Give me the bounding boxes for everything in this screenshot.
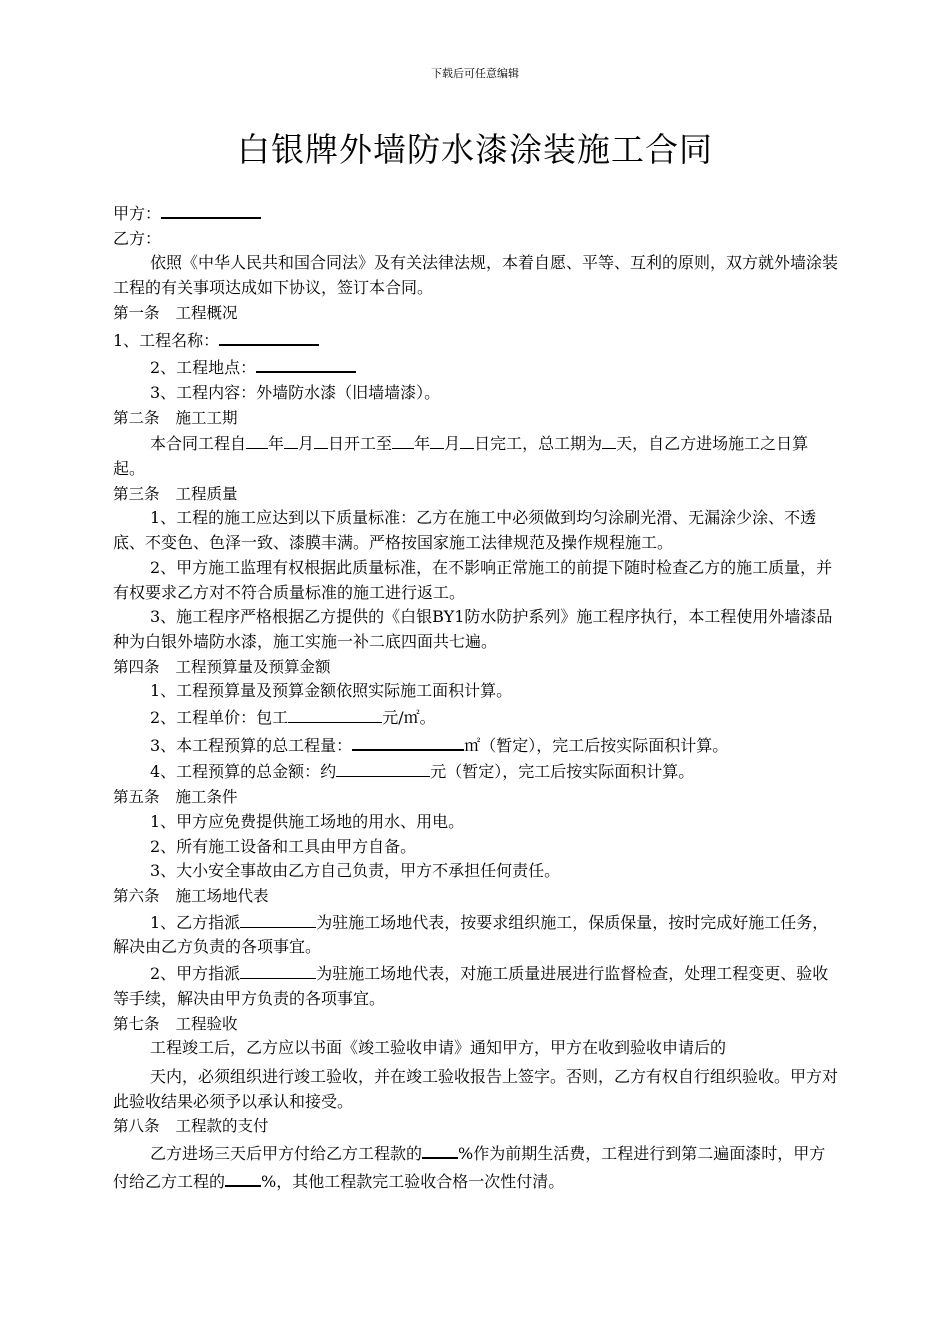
end-year-blank[interactable] [392, 430, 414, 449]
unit-price-label: 2、工程单价：包工 [150, 708, 289, 728]
schedule-text-2: 年 [268, 434, 285, 454]
article-3-title: 工程质量 [175, 484, 238, 503]
party-a-rep-label: 2、甲方指派 [150, 964, 241, 984]
project-location-label: 2、工程地点： [150, 358, 257, 378]
article-5-heading [113, 785, 840, 810]
start-year-blank[interactable] [246, 430, 268, 449]
advance-percent-blank[interactable] [422, 1139, 458, 1159]
article-2-number: 第二条 [113, 408, 160, 427]
article-4-number: 第四条 [113, 657, 160, 676]
total-amount-blank[interactable] [336, 758, 430, 777]
article-1-title: 工程概况 [175, 303, 238, 322]
article-2-heading [113, 406, 840, 431]
project-location-blank[interactable] [256, 353, 356, 373]
party-a-blank[interactable] [161, 199, 261, 219]
party-b-rep-blank[interactable] [240, 909, 316, 928]
article-5-item-3: 3、大小安全事故由乙方自己负责，甲方不承担任何责任。 [150, 861, 561, 881]
party-a-line [113, 199, 840, 227]
total-amount-unit: 元（暂定），完工后按实际面积计算。 [430, 762, 695, 782]
total-quantity-label: 3、本工程预算的总工程量： [150, 735, 353, 755]
article-3-heading [113, 482, 840, 507]
schedule-text-8: 天，自乙方进场施工之日算起。 [113, 434, 809, 479]
article-5-number: 第五条 [113, 788, 160, 807]
schedule-text-3: 月 [298, 434, 315, 454]
article-4-heading [113, 655, 840, 680]
total-quantity-unit: ㎡（暂定），完工后按实际面积计算。 [464, 735, 729, 755]
article-4-item-2 [113, 704, 840, 731]
article-7-paragraph-2: 天内，必须组织进行竣工验收，并在竣工验收报告上签字。否则，乙方有权自行组织验收。甲方对此验收结果必须予以承认和接受。 [113, 1066, 839, 1111]
article-8-number: 第八条 [113, 1117, 160, 1136]
intro-paragraph: 依照《中华人民共和国合同法》及有关法律法规，本着自愿、平等、互利的原则，双方就外墙涂装工程的有关事项达成如下协议，签订本合同。 [113, 253, 839, 298]
article-1-item-1 [113, 326, 840, 354]
project-name-blank[interactable] [219, 326, 319, 346]
end-day-blank[interactable] [460, 430, 474, 449]
party-b-rep-label: 1、乙方指派 [150, 912, 241, 932]
end-month-blank[interactable] [430, 430, 444, 449]
article-8-title: 工程款的支付 [175, 1117, 269, 1136]
header-note: 下载后可任意编辑 [431, 67, 519, 80]
article-7-paragraph-1: 工程竣工后，乙方应以书面《竣工验收申请》通知甲方，甲方在收到验收申请后的 [150, 1038, 727, 1058]
contract-body [113, 199, 840, 1194]
schedule-text-6: 月 [444, 434, 461, 454]
total-quantity-blank[interactable] [352, 731, 464, 751]
article-6-title: 施工场地代表 [175, 886, 269, 905]
unit-price-blank[interactable] [288, 704, 382, 723]
party-a-rep-text: 为驻施工场地代表，对施工质量进展进行监督检查，处理工程变更、验收等手续，解决由甲方负责的各项事宜。 [113, 964, 829, 1008]
party-b-rep-text: 为驻施工场地代表，按要求组织施工，保质保量，按时完成好施工任务，解决由乙方负责的各项事宜。 [113, 912, 829, 957]
article-8-heading [113, 1114, 840, 1139]
article-1-heading [113, 301, 840, 326]
article-7-heading [113, 1012, 840, 1037]
total-amount-label: 4、工程预算的总金额：约 [150, 762, 337, 782]
article-7-title: 工程验收 [175, 1014, 238, 1033]
schedule-text-7: 日完工，总工期为 [474, 434, 603, 454]
article-4-item-4 [113, 758, 840, 785]
payment-text-1: 乙方进场三天后甲方付给乙方工程款的 [150, 1144, 423, 1164]
schedule-text-1: 本合同工程自 [150, 434, 247, 454]
article-6-number: 第六条 [113, 886, 160, 905]
article-3-paragraph-2: 2、甲方施工监理有权根据此质量标准，在不影响正常施工的前提下随时检查乙方的施工质量，并有权要求乙方对不符合质量标准的施工进行返工。 [113, 557, 833, 602]
article-1-item-2 [113, 353, 840, 381]
total-days-blank[interactable] [602, 430, 616, 449]
payment-text-3: %，其他工程款完工验收合格一次性付清。 [261, 1171, 565, 1191]
article-8-paragraph [113, 1139, 840, 1194]
party-a-label: 甲方： [113, 204, 162, 223]
article-3-number: 第三条 [113, 484, 160, 503]
article-6-item-2 [113, 960, 840, 1011]
article-7-number: 第七条 [113, 1014, 160, 1033]
article-3-paragraph-1: 1、工程的施工应达到以下质量标准：乙方在施工中必须做到均匀涂刷光滑、无漏涂少涂、不透底、不变色、色泽一致、漆膜丰满。严格按国家施工法律规范及操作规程施工。 [113, 508, 817, 553]
party-b-line [113, 227, 840, 252]
party-b-label: 乙方： [113, 228, 162, 248]
article-3-paragraph-3: 3、施工程序严格根据乙方提供的《白银BY1防水防护系列》施工程序执行，本工程使用外墙漆品种为白银外墙防水漆，施工实施一补二底四面共七遍。 [113, 607, 833, 651]
payment-text-2: %作为前期生活费，工程进行到第二遍面漆时，甲方付给乙方工程的 [113, 1144, 826, 1191]
article-1-number: 第一条 [113, 303, 160, 322]
party-a-rep-blank[interactable] [240, 960, 316, 979]
article-6-heading [113, 884, 840, 909]
article-5-item-2: 2、所有施工设备和工具由甲方自备。 [150, 836, 417, 856]
article-1-item-3: 3、工程内容：外墙防水漆（旧墙墙漆）。 [150, 382, 441, 402]
article-6-item-1 [113, 909, 840, 960]
article-4-title: 工程预算量及预算金额 [175, 657, 331, 676]
schedule-text-5: 年 [414, 434, 431, 454]
start-day-blank[interactable] [314, 430, 328, 449]
unit-price-unit: 元/㎡。 [382, 708, 436, 728]
start-month-blank[interactable] [284, 430, 298, 449]
article-4-item-1: 1、工程预算量及预算金额依照实际施工面积计算。 [150, 681, 513, 701]
article-5-item-1: 1、甲方应免费提供施工场地的用水、用电。 [150, 811, 465, 831]
article-2-paragraph [113, 430, 840, 481]
article-4-item-3 [113, 731, 840, 759]
article-2-title: 施工工期 [175, 408, 238, 427]
second-payment-percent-blank[interactable] [225, 1167, 261, 1187]
project-name-label: 1、工程名称： [113, 330, 220, 350]
schedule-text-4: 日开工至 [328, 434, 393, 454]
document-title: 白银牌外墙防水漆涂装施工合同 [237, 130, 713, 169]
article-5-title: 施工条件 [175, 788, 238, 807]
